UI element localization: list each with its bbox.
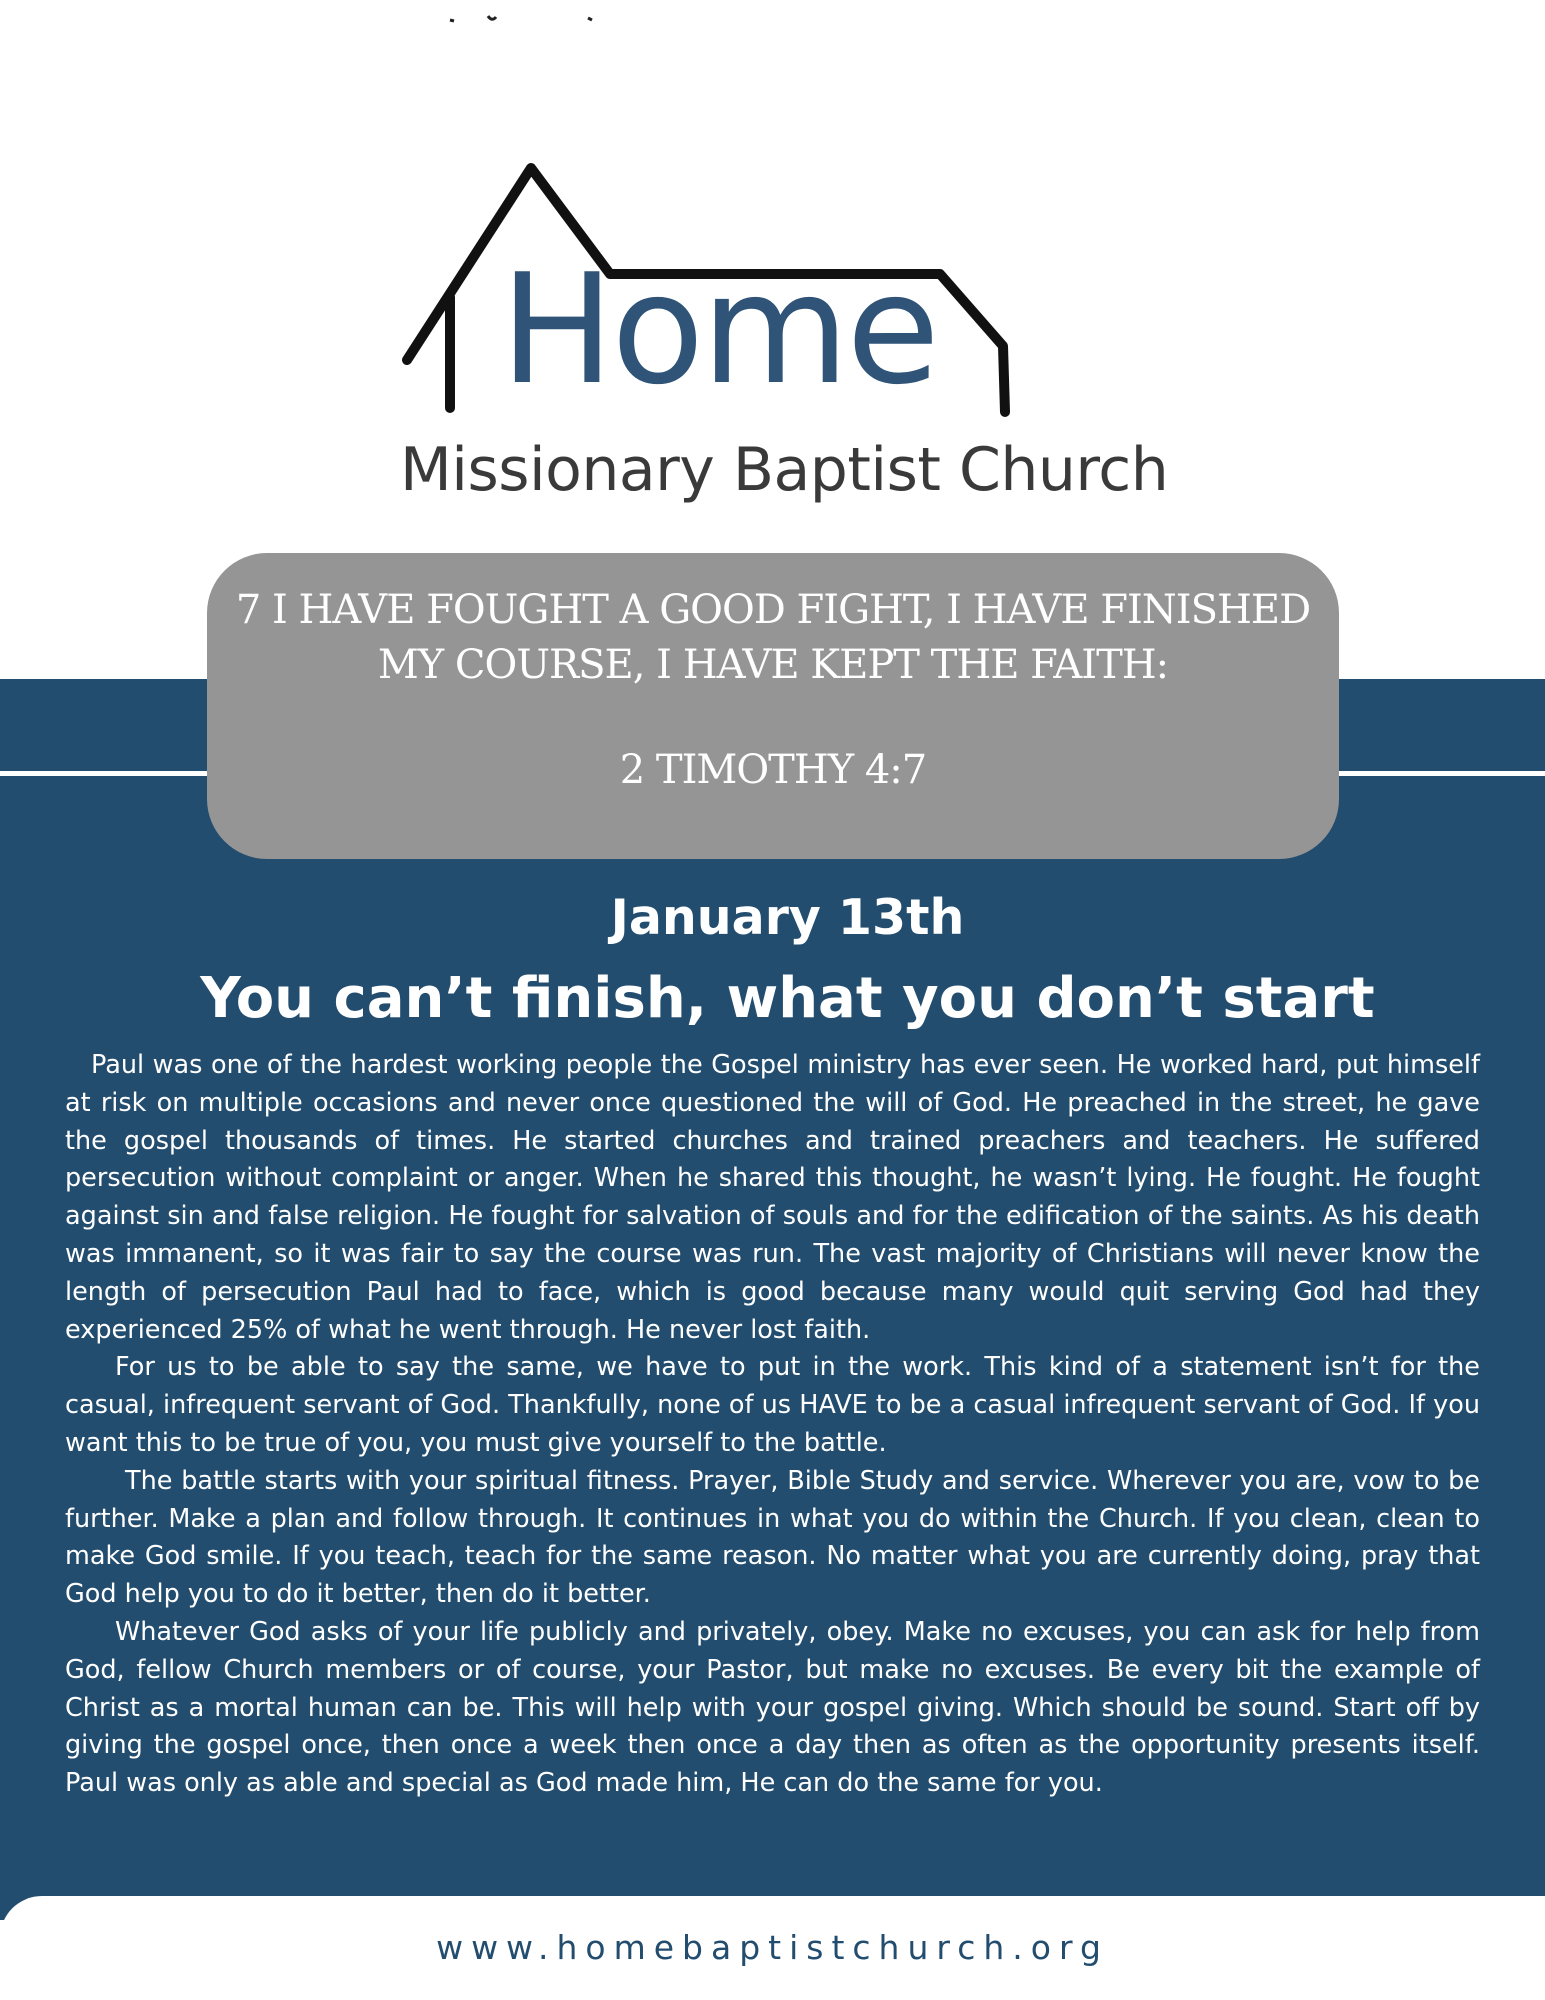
scripture-reference: 2 TIMOTHY 4:7 xyxy=(619,747,927,793)
church-logo xyxy=(400,150,1220,530)
website-link[interactable]: www.homebaptistchurch.org xyxy=(436,1928,1109,1967)
logo-home-text: Home xyxy=(500,241,937,418)
logo-subtitle: Missionary Baptist Church xyxy=(400,435,1169,505)
top-edge-marks xyxy=(448,12,608,26)
body-paragraph: The battle starts with your spiritual fitness. Prayer, Bible Study and service. Wherever you are, vow to be further. Make a plan and follow through. It continues in what you do within the Church. If you clean, clean to make God smile. If you teach, teach for the same reason. No matter what you are currently doing, pray that God help you to do it better, then do it better. xyxy=(65,1465,1480,1610)
scripture-text: 7 I HAVE FOUGHT A GOOD FIGHT, I HAVE FINISHED MY COURSE, I HAVE KEPT THE FAITH: xyxy=(235,587,1311,688)
body-paragraph: Paul was one of the hardest working people the Gospel ministry has ever seen. He worked hard, put himself at risk on multiple occasions and never once questioned the will of God. He preached in the street, he gave the gospel thousands of times. He started churches and trained preachers and teachers. He suffered persecution without complaint or anger. When he shared this thought, he wasn’t lying. He fought. He fought against sin and false religion. He fought for salvation of souls and for the edification of the saints. As his death was immanent, so it was fair to say the course was run. The vast majority of Christians will never know the length of persecution Paul had to face, which is good because many would quit serving God had they experienced 25% of what he went through. He never lost faith. xyxy=(65,1050,1480,1345)
body-paragraph: Whatever God asks of your life publicly and privately, obey. Make no excuses, you can ask for help from God, fellow Church members or of course, your Pastor, but make no excuses. Be every bit the example of Christ as a mortal human can be. This will help with your gospel giving. Which should be sound. Start off by giving the gospel once, then once a week then once a day then as often as the opportunity presents itself. Paul was only as able and special as God made him, He can do the same for you. xyxy=(65,1616,1480,1799)
devotional-title: You can’t finish, what you don’t start xyxy=(200,966,1375,1031)
scripture-callout xyxy=(207,553,1339,859)
body-paragraph: For us to be able to say the same, we have to put in the work. This kind of a statement isn’t for the casual, infrequent servant of God. Thankfully, none of us HAVE to be a casual infrequent servant of God. If you want this to be true of you, you must give yourself to the battle. xyxy=(65,1352,1480,1458)
devotional-date: January 13th xyxy=(610,889,965,946)
devotional-body xyxy=(65,1047,1480,1803)
